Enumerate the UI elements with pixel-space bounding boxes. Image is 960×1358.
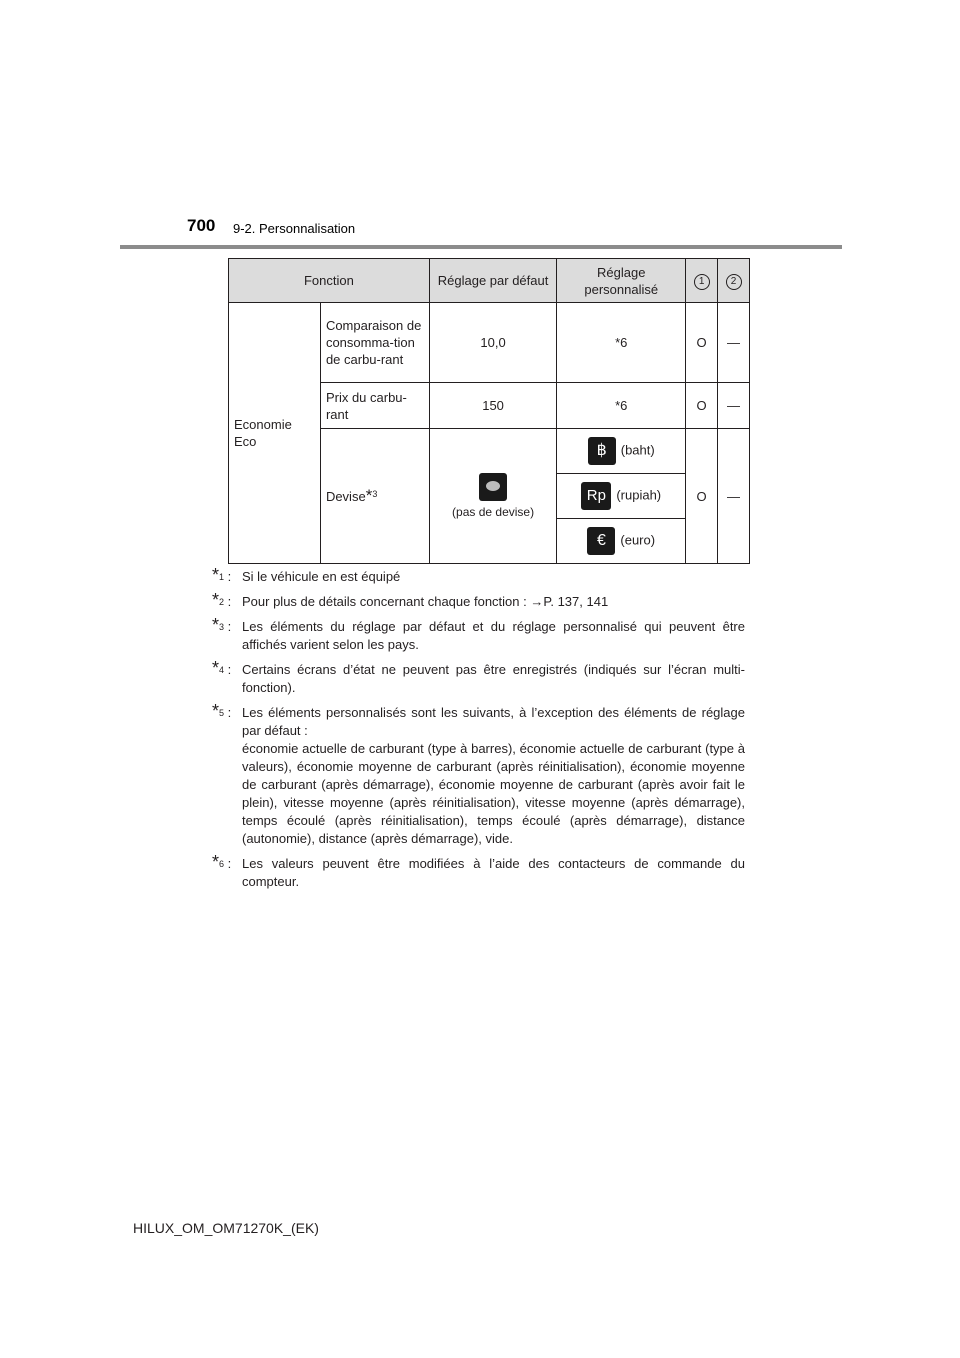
- item-cell: [320, 303, 429, 383]
- devise-item-cell: [320, 429, 429, 564]
- col1-cell: [686, 303, 718, 383]
- col2-cell: [718, 303, 750, 383]
- table-header-row: [229, 259, 750, 303]
- function-name-cell: [229, 303, 321, 564]
- footnote-text: Si le véhicule en est équipé: [242, 569, 401, 584]
- custom-value-cell: [557, 383, 686, 429]
- devise-note-number: 3: [372, 488, 378, 499]
- circled-1-icon: 1: [694, 274, 710, 290]
- section-title: 9-2. Personnalisation: [233, 221, 356, 236]
- devise-default-cell: [429, 429, 557, 564]
- footnote-asterisk: *: [212, 615, 220, 635]
- baht-icon: ฿: [588, 437, 616, 465]
- col2-cell: [718, 429, 750, 564]
- default-value: 10,0: [480, 335, 506, 350]
- footnote: *$^1$ : Si le véhicule en est équipé: [212, 568, 745, 586]
- footnote-text: Certains écrans d’état ne peuvent pas être enregistrés (indiqués sur l’écran multi-fonction).: [242, 662, 745, 695]
- default-value: 150: [482, 398, 504, 413]
- euro-icon: €: [587, 527, 615, 555]
- footnote: *$^2$ : Pour plus de détails concernant chaque fonction : →P. 137, 141: [212, 593, 745, 611]
- col1-cell: [686, 429, 718, 564]
- footnote-text: Pour plus de détails concernant chaque fonction : →P. 137, 141: [242, 594, 609, 609]
- footnote: *$^6$ : Les valeurs peuvent être modifiées à l’aide des contacteurs de commande du compteur.: [212, 852, 745, 889]
- header-rule: [120, 245, 842, 249]
- devise-label: Devise: [325, 488, 366, 504]
- default-value-cell: [429, 383, 557, 429]
- item-cell: [320, 383, 429, 429]
- custom-value: *6: [615, 335, 628, 350]
- footnote-number: 5: [219, 708, 225, 718]
- devise-default-label: (pas de devise): [452, 505, 535, 519]
- footnote-text: Les éléments du réglage par défaut et du réglage personnalisé qui peuvent être affichés varient selon les pays.: [242, 619, 745, 652]
- function-name: Economie Eco: [234, 417, 292, 449]
- footnote-text-continued: économie actuelle de carburant (type à barres), économie actuelle de carburant (type à valeurs), économie moyenne de carburant (après réinitialisation), économie moyenne de carburant (après démarrage), économie moyenne de carburant (après avoir fait le plein), vitesse moyenne (après réinitialisation), vitesse moyenne (après démarrage), temps écoulé (après réinitialisation), temps écoulé (après démarrage), distance (autonomie), distance (après démarrage), vide.: [242, 741, 745, 846]
- header-col1: [686, 259, 718, 303]
- footnote-asterisk: *: [212, 590, 220, 610]
- item-label: Comparaison de consomma-tion de carbu-rant: [325, 318, 422, 367]
- header-defaut: Réglage par défaut: [429, 259, 557, 303]
- no-currency-icon: [479, 473, 507, 501]
- currency-option: [557, 474, 686, 519]
- document-code: HILUX_OM_OM71270K_(EK): [133, 1220, 319, 1236]
- col1-cell: [686, 383, 718, 429]
- footnote-text: Les éléments personnalisés sont les suivants, à l’exception des éléments de réglage par défaut :: [242, 705, 745, 738]
- header-fonction: Fonction: [229, 259, 430, 303]
- footnotes: [212, 565, 745, 898]
- col1-value: O: [696, 488, 707, 504]
- col2-value: —: [727, 335, 741, 350]
- col1-value: O: [696, 398, 707, 413]
- table-row: [229, 303, 750, 383]
- currency-label: (rupiah): [616, 487, 662, 503]
- col2-cell: [718, 383, 750, 429]
- footnote-number: 2: [219, 597, 225, 607]
- currency-label: (baht): [620, 442, 655, 458]
- custom-value: *6: [615, 398, 628, 413]
- footnote-asterisk: *: [212, 852, 220, 872]
- footnote-asterisk: *: [212, 565, 220, 585]
- header-col2: [718, 259, 750, 303]
- footnote-number: 6: [219, 859, 225, 869]
- default-value-cell: [429, 303, 557, 383]
- footnote: *$^5$ : Les éléments personnalisés sont les suivants, à l’exception des éléments de réglage par défaut : économie actuelle de carburant (type à barres), économie actuelle de carburant (type à valeurs), économie moyenne de carburant (après réinitialisation), économie moyenne de carburant (après démarrage), économie moyenne de carburant (après avoir fait le plein), vitesse moyenne (après réinitialisation), vitesse moyenne (après démarrage), temps écoulé (après réinitialisation), temps écoulé (après démarrage), distance (autonomie), distance (après démarrage), vide.: [212, 701, 745, 846]
- settings-table: [228, 258, 750, 564]
- custom-value-cell: [557, 303, 686, 383]
- footnote-number: 1: [219, 572, 225, 582]
- footnote-text: Les valeurs peuvent être modifiées à l’aide des contacteurs de commande du compteur.: [242, 856, 745, 889]
- col1-value: O: [696, 335, 707, 350]
- col2-value: —: [727, 398, 741, 413]
- page-number: 700: [187, 216, 216, 235]
- currency-option: [557, 519, 686, 564]
- col2-value: —: [727, 488, 741, 504]
- circled-2-icon: 2: [726, 274, 742, 290]
- currency-label: (euro): [620, 532, 656, 548]
- currency-option: [557, 429, 686, 474]
- footnote-asterisk: *: [212, 701, 220, 721]
- header-personnalise: Réglage personnalisé: [557, 259, 686, 303]
- item-label: Prix du carbu-rant: [325, 389, 407, 422]
- footnote-asterisk: *: [212, 658, 220, 678]
- footnote-number: 3: [219, 622, 225, 632]
- rupiah-icon: Rp: [581, 482, 611, 510]
- footnote-number: 4: [219, 665, 225, 675]
- footnote: *$^3$ : Les éléments du réglage par défaut et du réglage personnalisé qui peuvent être affichés varient selon les pays.: [212, 615, 745, 652]
- footnote: *$^4$ : Certains écrans d’état ne peuvent pas être enregistrés (indiqués sur l’écran multi-fonction).: [212, 658, 745, 695]
- note-asterisk: *: [365, 485, 373, 505]
